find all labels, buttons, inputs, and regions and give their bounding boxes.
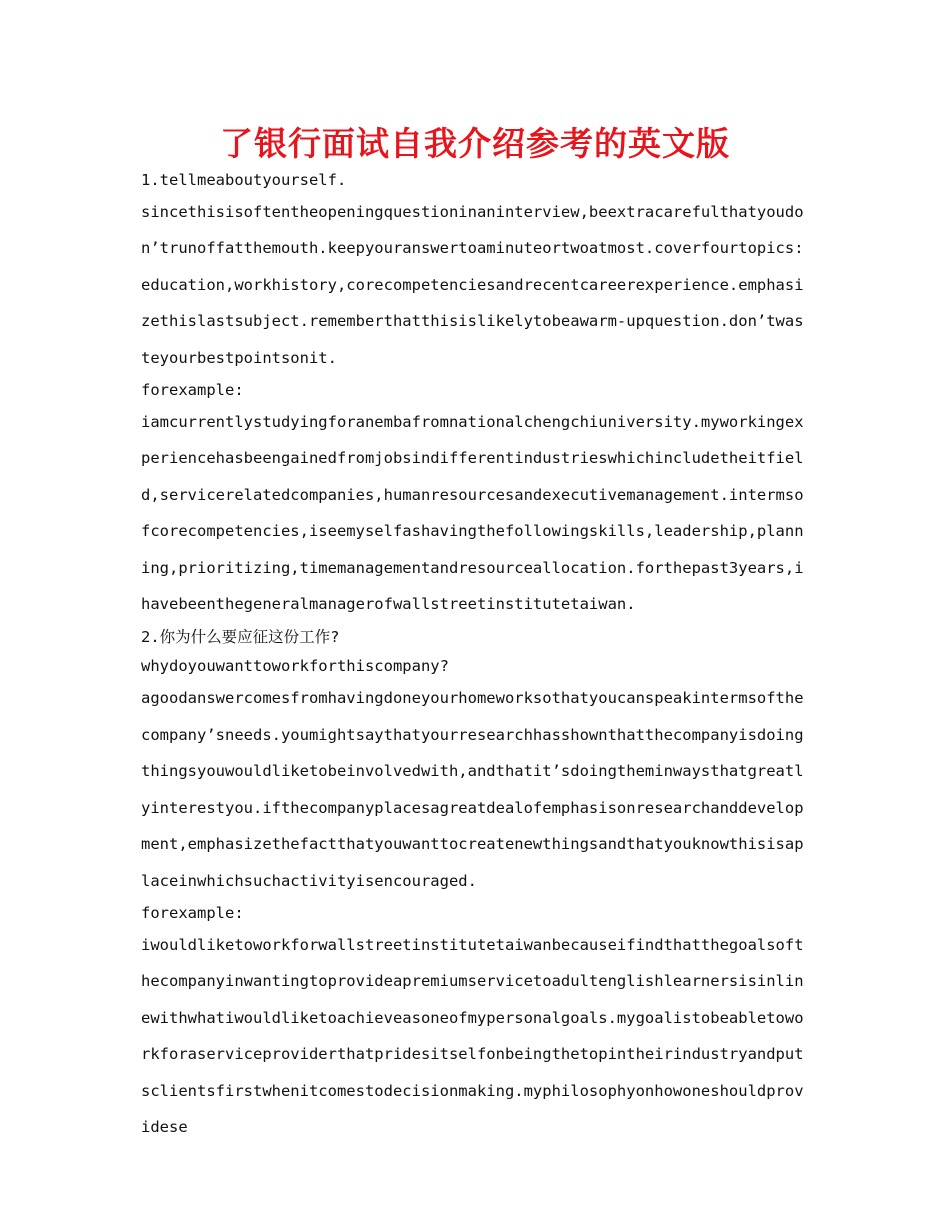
example-label-1: forexample: <box>141 381 244 400</box>
document-title: 了银行面试自我介绍参考的英文版 <box>220 124 730 163</box>
example-answer-2-paragraph: iwouldliketoworkforwallstreetinstitutetaiwanbecauseifindthatthegoalsofthecompanyinwantingtoprovideapremiumservicetoadultenglishlearnersisinlinewithwhatiwouldliketoachieveasoneofmypersonalgoals.mygoalistobeabletoworkforaserviceproviderthatpridesitselfonbeingthetopintheirindustryandputsclientsfirstwhenitcomestodecisionmaking.myphilosophyonhowoneshouldprovidese <box>141 935 804 1136</box>
question-1-advice-paragraph: sincethisisoftentheopeningquestioninaninterview,beextracarefulthatyoudon’trunoffatthemouth.keepyouranswertoaminuteortwoatmost.coverfourtopics:education,workhistory,corecompetenciesandrecentcareerexperience.emphasizethislastsubject.rememberthatthisislikelytobeawarm-upquestion.don’twasteyourbestpointsonit. <box>141 203 804 367</box>
question-2-english: whydoyouwanttoworkforthiscompany? <box>141 657 449 676</box>
question-1-heading: 1.tellmeaboutyourself. <box>141 171 347 189</box>
example-label-2: forexample: <box>141 903 244 922</box>
question-2-advice-paragraph: agoodanswercomesfromhavingdoneyourhomeworksothatyoucanspeakintermsofthecompany’sneeds.youmightsaythatyourresearchhasshownthatthecompanyisdoingthingsyouwouldliketobeinvolvedwith,andthatit’sdoingtheminwaysthatgreatlyinterestyou.ifthecompanyplacesagreatdealofemphasisonresearchanddevelopment,emphasizethefactthatyouwanttocreatenewthingsandthatyouknowthisisaplaceinwhichsuchactivityisencouraged. <box>141 689 804 890</box>
document-body <box>141 166 811 1145</box>
question-2-heading: 2.你为什么要应征这份工作? <box>141 628 340 647</box>
example-answer-1-paragraph: iamcurrentlystudyingforanembafromnationalchengchiuniversity.myworkingexperiencehasbeengainedfromjobsindifferentindustrieswhichincludetheitfield,servicerelatedcompanies,humanresourcesandexecutivemanagement.intermsofcorecompetencies,iseemyselfashavingthefollowingskills,leadership,planning,prioritizing,timemanagementandresourceallocation.forthepast3years,ihavebeenthegeneralmanagerofwallstreetinstitutetaiwan. <box>141 413 804 614</box>
